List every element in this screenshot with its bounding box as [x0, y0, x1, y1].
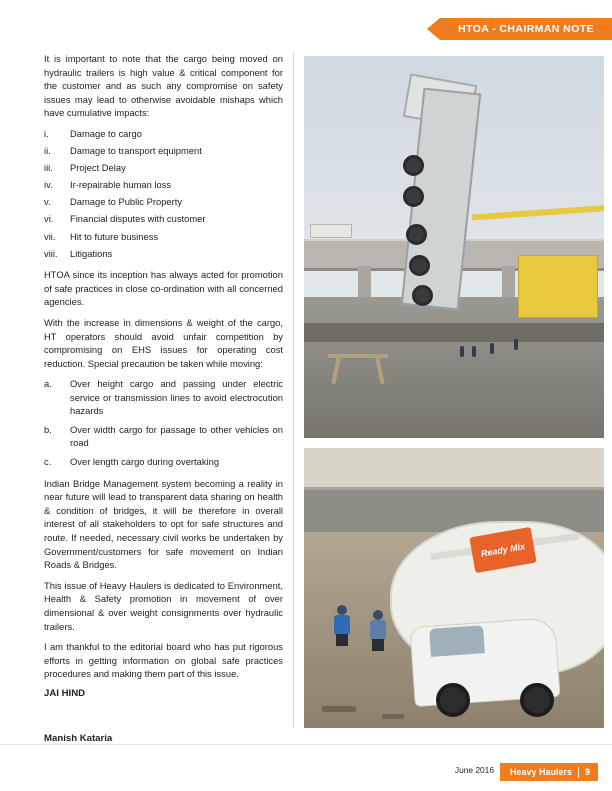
photo-debris: [382, 714, 404, 719]
photo-signboard: [310, 224, 352, 238]
precaution-list: [44, 377, 283, 468]
list-text: Over length cargo during overtaking: [70, 456, 220, 468]
list-text: Project Delay: [70, 162, 126, 174]
list-item: [44, 230, 283, 244]
list-marker: vii.: [44, 230, 56, 242]
list-marker: viii.: [44, 247, 58, 259]
list-item: [44, 377, 283, 417]
photo-worker-body: [370, 620, 386, 640]
page-footer: [0, 744, 612, 791]
paragraph-thanks: I am thankful to the editorial board who has put rigorous efforts in getting information on global safe practices procedures and making them part of this issue.: [44, 641, 283, 680]
list-marker: c.: [44, 456, 52, 468]
footer-brand-label: Heavy Haulers: [509, 767, 572, 777]
paragraph-issue-dedication: This issue of Heavy Haulers is dedicated to Environment, Health & Safety promotion in movement of over dimensional & over weight consignments over hydraulic trailers.: [44, 579, 283, 632]
photo-worker-legs: [336, 634, 348, 646]
list-text: Ir-repairable human loss: [70, 179, 172, 191]
photo-worker: [334, 605, 350, 645]
impact-list: [44, 127, 283, 260]
paragraph-intro: It is important to note that the cargo being moved on hydraulic trailers is high value & critical component for the customer and as such any compromise on safety issues may lead to otherwise avoidable mishaps which have cumulative impacts:: [44, 53, 283, 119]
paragraph-htoa-inception: HTOA since its inception has always acted for promotion of safe practices in close co-ordination with all concerned agencies.: [44, 269, 283, 308]
photo-worker-head: [373, 610, 383, 620]
photo-barrier: [328, 354, 388, 384]
list-item: [44, 161, 283, 175]
header-banner: [440, 18, 612, 40]
photo-car-wheel: [520, 683, 554, 717]
list-item: [44, 212, 283, 226]
header-banner-notch: [427, 18, 440, 40]
list-text: Litigations: [70, 247, 113, 259]
photo-trailer-wheel: [409, 255, 430, 276]
list-item: [44, 247, 283, 261]
photo-trailer-wheel: [403, 186, 424, 207]
photo-person: [460, 346, 464, 357]
list-item: [44, 144, 283, 158]
list-marker: a.: [44, 378, 52, 390]
list-item: [44, 423, 283, 449]
photo-worker-legs: [372, 639, 384, 651]
photo-trailer-wheel: [406, 224, 427, 245]
salutation: JAI HIND: [44, 687, 86, 699]
photo-person: [514, 339, 518, 350]
list-marker: iv.: [44, 179, 53, 191]
paragraph-bridge-management: Indian Bridge Management system becoming a reality in near future will lead to transparent data sharing on health & condition of bridges, it will be therefore in overall interest of all stakeholders to opt for safe structures and route. If needed, necessary civil works be undertaken by Government/customers for safe movement on Indian Roads & Bridges.: [44, 477, 283, 571]
list-text: Hit to future business: [70, 230, 159, 242]
list-item: [44, 195, 283, 209]
footer-brand-badge: [500, 763, 598, 781]
list-marker: v.: [44, 196, 51, 208]
list-marker: ii.: [44, 145, 51, 157]
list-item: [44, 127, 283, 141]
photo-person: [490, 343, 494, 354]
photo-road: [304, 323, 604, 342]
photo-worker: [370, 610, 386, 650]
signature-name: Manish Kataria: [44, 732, 113, 744]
list-marker: vi.: [44, 213, 54, 225]
list-marker: i.: [44, 127, 49, 139]
photo-mixer-truck-crushed-car: [304, 448, 604, 728]
list-marker: iii.: [44, 162, 53, 174]
list-item: [44, 178, 283, 192]
photo-yellow-equipment: [518, 255, 598, 318]
photo-person: [472, 346, 476, 357]
list-text: Damage to cargo: [70, 127, 142, 139]
photo-car-wheel: [436, 683, 470, 717]
photo-crane-trailer-accident: [304, 56, 604, 438]
footer-page-number: 9: [584, 767, 590, 777]
ready-mix-logo-text: Ready Mix: [480, 541, 526, 559]
list-text: Financial disputes with customer: [70, 213, 206, 225]
photo-worker-body: [334, 615, 350, 635]
list-text: Over width cargo for passage to other vehicles on road: [70, 423, 283, 449]
list-text: Over height cargo and passing under electric service or transmission lines to avoid electrocution hazards: [70, 378, 283, 416]
header-banner-label: HTOA - CHAIRMAN NOTE: [458, 23, 594, 35]
footer-divider: [578, 767, 579, 778]
list-text: Damage to transport equipment: [70, 145, 202, 157]
list-marker: b.: [44, 423, 52, 435]
list-item: [44, 455, 283, 468]
article-text-column: [44, 52, 294, 744]
paragraph-dimensions: With the increase in dimensions & weight of the cargo, HT operators should avoid unfair competition by compromising on EHS issues for operating cost reduction. Special precaution be taken while moving:: [44, 317, 283, 369]
photo-debris: [322, 706, 356, 712]
photo-worker-head: [337, 605, 347, 615]
footer-date: June 2016: [454, 765, 494, 775]
list-text: Damage to Public Property: [70, 196, 183, 208]
photo-car-window: [429, 625, 485, 657]
